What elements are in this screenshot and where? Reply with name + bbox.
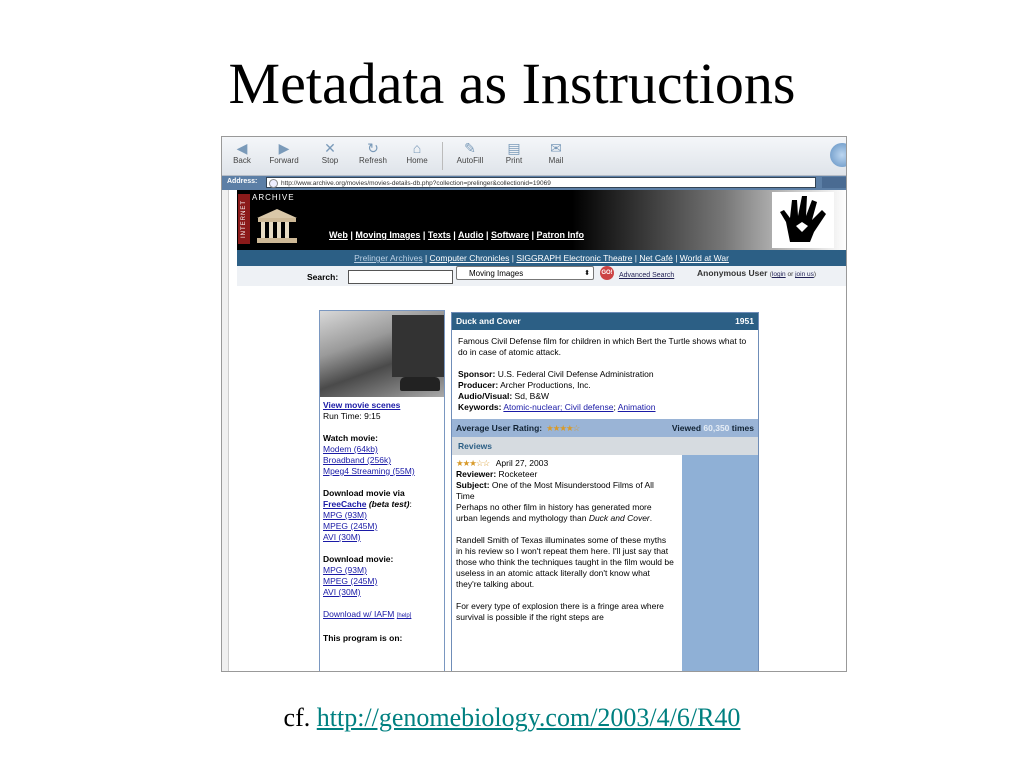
- back-arrow-icon: ◀: [236, 140, 248, 156]
- home-button[interactable]: ⌂ Home: [397, 140, 437, 165]
- download-mpg-link[interactable]: MPG (93M): [323, 565, 367, 575]
- print-button[interactable]: ▤ Print: [494, 140, 534, 165]
- browser-screenshot: [221, 136, 847, 672]
- keywords-row: Keywords: Atomic-nuclear; Civil defense; Animation: [458, 402, 656, 412]
- collection-net-cafe[interactable]: Net Café: [639, 253, 673, 263]
- collection-world-at-war[interactable]: World at War: [679, 253, 729, 263]
- autofill-button[interactable]: ✎ AutoFill: [450, 140, 490, 165]
- movie-year: 1951: [735, 316, 754, 326]
- iafm-help-link[interactable]: [help]: [396, 613, 412, 619]
- keyword-animation-link[interactable]: Animation: [617, 402, 656, 412]
- mail-icon: ✉: [550, 140, 562, 156]
- globe-icon: [830, 143, 847, 167]
- login-link[interactable]: login: [771, 271, 786, 278]
- download-avi-link[interactable]: AVI (30M): [323, 587, 361, 597]
- movie-title: Duck and Cover: [456, 316, 521, 326]
- iafm-line: [323, 609, 441, 622]
- review-date: April 27, 2003: [495, 458, 549, 468]
- avg-rating-label: Average User Rating:: [456, 423, 543, 433]
- producer-row: Producer: Archer Productions, Inc.: [458, 380, 591, 390]
- review-sidebar: [682, 455, 758, 672]
- site-banner: [237, 190, 846, 250]
- subject-row: Subject: One of the Most Misunderstood Films of All Time: [456, 480, 654, 501]
- movie-still-image[interactable]: [320, 311, 444, 397]
- autofill-icon: ✎: [464, 140, 476, 156]
- watch-heading: Watch movie:: [323, 433, 378, 443]
- slide-caption: cf. http://genomebiology.com/2003/4/6/R40: [283, 703, 741, 732]
- slide-title: Metadata as Instructions: [228, 51, 796, 116]
- home-icon: ⌂: [412, 140, 422, 156]
- logo-text: ARCHIVE: [252, 193, 295, 202]
- stop-button[interactable]: ✕ Stop: [310, 140, 350, 165]
- search-label: Search:: [307, 272, 339, 282]
- rating-bar: [452, 419, 758, 437]
- web-page: [229, 190, 846, 671]
- address-input[interactable]: http://www.archive.org/movies/movies-details-db.php?collection=prelinger&collectionid=19069: [266, 177, 816, 188]
- view-count: Viewed 60,350 times: [671, 423, 754, 433]
- nav-texts[interactable]: Texts: [427, 230, 451, 240]
- nav-patron-info[interactable]: Patron Info: [536, 230, 585, 240]
- sponsor-row: Sponsor: U.S. Federal Civil Defense Administration: [458, 369, 654, 379]
- movie-description: Famous Civil Defense film for children in which Bert the Turtle shows what to do in case of atomic attack.: [458, 336, 747, 357]
- review-paragraph-1: Perhaps no other film in history has generated more urban legends and mythology than Duck and Cover.: [456, 502, 653, 523]
- nav-web[interactable]: Web: [329, 230, 348, 240]
- page-icon: [269, 179, 278, 188]
- review-paragraph-3: For every type of explosion there is a fringe area where survival is possible if the right steps are: [456, 601, 664, 622]
- nav-audio[interactable]: Audio: [457, 230, 484, 240]
- address-bar: [222, 176, 846, 190]
- favorites-rail[interactable]: [222, 190, 229, 671]
- freecache-line: FreeCache (beta test):: [323, 499, 412, 509]
- join-link[interactable]: join us: [795, 271, 814, 278]
- advanced-search-link[interactable]: Advanced Search: [619, 272, 675, 279]
- internet-archive-logo[interactable]: [237, 192, 305, 246]
- view-scenes-link[interactable]: View movie scenes: [323, 400, 401, 410]
- collection-computer-chronicles[interactable]: Computer Chronicles: [429, 253, 510, 263]
- caption-link[interactable]: http://genomebiology.com/2003/4/6/R40: [316, 703, 741, 732]
- watch-broadband-link[interactable]: Broadband (256k): [323, 455, 392, 465]
- logo-vertical-text: INTERNET: [238, 194, 250, 244]
- avg-rating-stars: ★★★★☆: [546, 423, 580, 433]
- movie-sidebar: [319, 310, 445, 672]
- forward-arrow-icon: ▶: [278, 140, 290, 156]
- via-mpeg-link[interactable]: MPEG (245M): [323, 521, 378, 531]
- mail-button[interactable]: ✉ Mail: [536, 140, 576, 165]
- search-scope-select[interactable]: Moving Images ⬍: [456, 266, 594, 280]
- via-avi-link[interactable]: AVI (30M): [323, 532, 361, 542]
- address-label: Address:: [227, 178, 258, 185]
- download-heading: Download movie:: [323, 554, 394, 564]
- via-mpg-link[interactable]: MPG (93M): [323, 510, 367, 520]
- movie-title-bar: [452, 313, 758, 330]
- search-row: [237, 266, 846, 286]
- review-paragraph-2: Randell Smith of Texas illuminates some of these myths in his review so I won't repeat them here. I'll just say that those who think the techniques taught in the film would be useless in an atomic attack literally don't know what they're talking about.: [456, 535, 674, 589]
- download-mpeg-link[interactable]: MPEG (245M): [323, 576, 378, 586]
- print-icon: ▤: [507, 140, 521, 156]
- collection-siggraph[interactable]: SIGGRAPH Electronic Theatre: [516, 253, 633, 263]
- refresh-button[interactable]: ↻ Refresh: [353, 140, 393, 165]
- review-stars: ★★★☆☆: [456, 458, 490, 468]
- download-via-heading: Download movie via: [323, 488, 405, 498]
- site-nav: Web | Moving Images | Texts | Audio | Software | Patron Info: [329, 230, 585, 240]
- stop-icon: ✕: [324, 140, 336, 156]
- search-go-button[interactable]: GO!: [600, 266, 614, 280]
- watch-modem-link[interactable]: Modem (64kb): [323, 444, 378, 454]
- freecache-link[interactable]: FreeCache: [323, 499, 367, 509]
- select-arrows-icon: ⬍: [584, 270, 590, 277]
- run-time: Run Time: 9:15: [323, 411, 381, 421]
- back-button[interactable]: ◀ Back: [222, 140, 262, 165]
- reviewer-row: Reviewer: Rocketeer: [456, 469, 538, 479]
- review-header: [456, 458, 674, 469]
- search-input[interactable]: [348, 270, 453, 284]
- temple-icon: [255, 208, 299, 244]
- address-go-button[interactable]: [822, 177, 846, 188]
- nav-software[interactable]: Software: [490, 230, 529, 240]
- refresh-icon: ↻: [367, 140, 379, 156]
- av-row: Audio/Visual: Sd, B&W: [458, 391, 550, 401]
- nav-moving-images[interactable]: Moving Images: [355, 230, 421, 240]
- forward-button[interactable]: ▶ Forward: [264, 140, 304, 165]
- collections-bar: Prelinger Archives | Computer Chronicles | SIGGRAPH Electronic Theatre | Net Café | World at War: [237, 250, 846, 266]
- review: [452, 455, 758, 623]
- toolbar-separator: [442, 142, 443, 170]
- iafm-link[interactable]: Download w/ IAFM: [323, 609, 395, 619]
- user-status: Anonymous User (login or join us): [697, 268, 817, 278]
- hand-logo-icon: [772, 192, 834, 248]
- movie-details-card: [451, 312, 759, 672]
- collection-prelinger[interactable]: Prelinger Archives: [354, 253, 423, 263]
- program-on-heading: This program is on:: [323, 633, 403, 643]
- browser-toolbar: [222, 137, 846, 176]
- watch-mpeg4-link[interactable]: Mpeg4 Streaming (55M): [323, 466, 415, 476]
- reviews-heading: Reviews: [452, 437, 758, 455]
- keyword-atomic-link[interactable]: Atomic-nuclear; Civil defense: [503, 402, 614, 412]
